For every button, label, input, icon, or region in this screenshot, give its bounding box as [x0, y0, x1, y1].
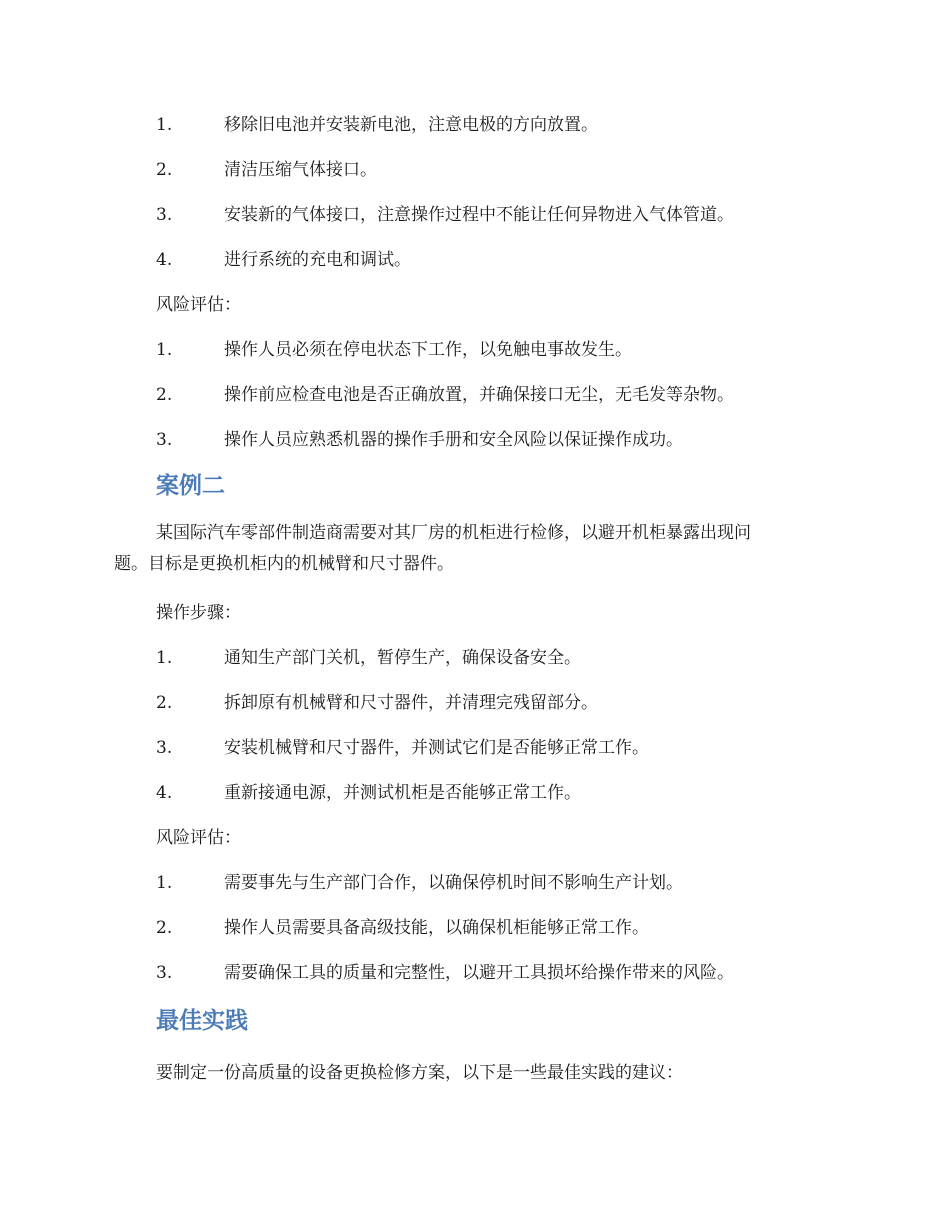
list-number: 4.	[156, 250, 173, 270]
list-number: 1.	[156, 648, 173, 668]
list-number: 3.	[156, 205, 173, 225]
best-practice-intro: 要制定一份高质量的设备更换检修方案，以下是一些最佳实践的建议：	[156, 1063, 683, 1083]
list-number: 2.	[156, 385, 173, 405]
list-item	[0, 648, 950, 693]
list-number: 1.	[156, 115, 173, 135]
paragraph-line-2: 题。目标是更换机柜内的机械臂和尺寸器件。	[114, 554, 454, 574]
list-item	[0, 783, 950, 828]
operation-steps-label: 操作步骤：	[156, 603, 241, 623]
list-item	[0, 693, 950, 738]
list-text: 操作前应检查电池是否正确放置，并确保接口无尘，无毛发等杂物。	[224, 385, 734, 405]
list-number: 1.	[156, 340, 173, 360]
case-two-steps-list	[0, 648, 950, 828]
list-text: 操作人员必须在停电状态下工作，以免触电事故发生。	[224, 340, 632, 360]
list-text: 通知生产部门关机，暂停生产，确保设备安全。	[224, 648, 581, 668]
list-text: 需要事先与生产部门合作，以确保停机时间不影响生产计划。	[224, 873, 683, 893]
list-item	[0, 963, 950, 1008]
list-item	[0, 385, 950, 430]
list-item	[0, 873, 950, 918]
list-text: 移除旧电池并安装新电池，注意电极的方向放置。	[224, 115, 598, 135]
case-two-risk-list	[0, 873, 950, 1008]
list-text: 拆卸原有机械臂和尺寸器件，并清理完残留部分。	[224, 693, 598, 713]
risk-assessment-label: 风险评估：	[156, 828, 241, 848]
list-number: 1.	[156, 873, 173, 893]
risk-list-1	[0, 340, 950, 475]
best-practice-heading: 最佳实践	[156, 1008, 248, 1034]
list-number: 3.	[156, 738, 173, 758]
top-steps-list	[0, 115, 950, 295]
list-text: 安装机械臂和尺寸器件，并测试它们是否能够正常工作。	[224, 738, 649, 758]
list-item	[0, 250, 950, 295]
list-item	[0, 430, 950, 475]
paragraph-line-1: 某国际汽车零部件制造商需要对其厂房的机柜进行检修，以避开机柜暴露出现问	[156, 523, 751, 543]
list-item	[0, 115, 950, 160]
list-number: 2.	[156, 693, 173, 713]
list-number: 2.	[156, 918, 173, 938]
list-text: 进行系统的充电和调试。	[224, 250, 411, 270]
case-two-heading: 案例二	[156, 473, 225, 499]
list-text: 操作人员应熟悉机器的操作手册和安全风险以保证操作成功。	[224, 430, 683, 450]
list-item	[0, 205, 950, 250]
case-two-paragraph	[114, 518, 814, 580]
list-item	[0, 340, 950, 385]
list-number: 3.	[156, 963, 173, 983]
list-number: 2.	[156, 160, 173, 180]
list-text: 安装新的气体接口，注意操作过程中不能让任何异物进入气体管道。	[224, 205, 734, 225]
list-item	[0, 160, 950, 205]
list-item	[0, 738, 950, 783]
list-item	[0, 918, 950, 963]
list-text: 需要确保工具的质量和完整性，以避开工具损坏给操作带来的风险。	[224, 963, 734, 983]
list-text: 重新接通电源，并测试机柜是否能够正常工作。	[224, 783, 581, 803]
list-text: 操作人员需要具备高级技能，以确保机柜能够正常工作。	[224, 918, 649, 938]
list-number: 3.	[156, 430, 173, 450]
list-number: 4.	[156, 783, 173, 803]
list-text: 清洁压缩气体接口。	[224, 160, 377, 180]
risk-assessment-label: 风险评估：	[156, 295, 241, 315]
